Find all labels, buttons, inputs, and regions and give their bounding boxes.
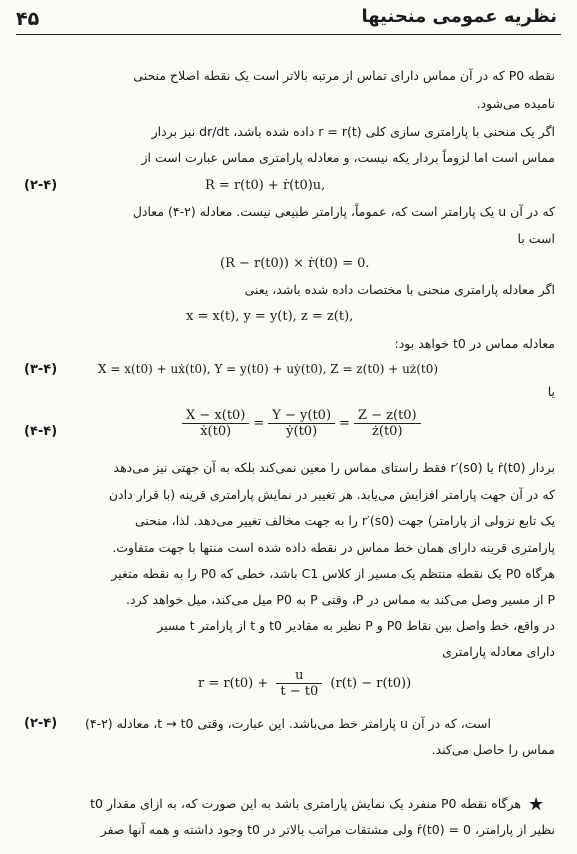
text-line: پارامتری قرینه دارای همان خط مماس در نقطه داده شده است منتها با جهت متفاوت.	[112, 540, 555, 555]
text-line: که در آن u یک پارامتر است که، عموماً، پارامتر طبیعی نیست. معادله (۲-۴) معادل	[132, 204, 555, 219]
text-line: مماس را حاصل می‌کند.	[431, 742, 555, 757]
header-rule	[16, 34, 561, 35]
fraction: $\frac{u}{t - t0}$	[276, 668, 322, 699]
equation-coordinates: x = x(t), y = y(t), z = z(t),	[186, 309, 354, 324]
equation-number: (۳-۴)	[24, 362, 58, 377]
equation-tangent-components: X = x(t0) + uẋ(t0), Y = y(t0) + uẏ(t0), Z = z(t0) + uż(t0)	[98, 362, 439, 376]
equation-number: (۴-۴)	[24, 424, 58, 439]
running-title: نظریه عمومی منحنیها	[361, 6, 557, 27]
star-icon: ★	[528, 794, 545, 815]
text-line: یا	[547, 384, 555, 399]
fraction: $\frac{Y - y(t0)}{\text{ẏ(t0)}}$	[268, 408, 335, 439]
text-line: بردار ṙ(t0) یا r′(s0) فقط راستای مماس را معین نمی‌کند بلکه به آن جهتی نیز می‌دهد	[113, 460, 555, 475]
text-line: مماس است اما لزوماً بردار یکه نیست، و معادله پارامتری مماس عبارت است از	[141, 150, 555, 165]
equation-secant: r = r(t0) + $\frac{u}{t - t0}$ (r(t) − r(t0))	[198, 668, 412, 699]
fraction: $\frac{Z - z(t0)}{ż(t0)}$	[354, 408, 421, 439]
text-line: اگر یک منحنی با پارامتری سازی کلی r = r(t) داده شده باشد، dr/dt نیز بردار	[151, 124, 555, 139]
fraction: $\frac{X - x(t0)}{\text{ẋ(t0)}}$	[182, 408, 249, 439]
equation-tangent: R = r(t0) + ṙ(t0)u,	[205, 178, 326, 193]
page-number: ۴۵	[16, 8, 40, 30]
text-line: دارای معادله پارامتری	[442, 644, 555, 659]
text-line: نظیر از پارامتر، ṙ(t0) = 0 ولی مشتقات مراتب بالاتر در t0 وجود داشته و همه آنها صفر	[100, 822, 555, 837]
equation-number: (۲-۴)	[24, 716, 58, 731]
text-line: در واقع، خط واصل بین نقاط P0 و P نظیر به مقادیر t0 و t از پارامتر t مسیر	[157, 618, 555, 633]
equation-symmetric: $\frac{X - x(t0)}{\text{ẋ(t0)}}$ = $\frac{Y - y(t0)}{\text{ẏ(t0)}}$ = $\frac{Z - z(t0)}{ż(t0)}$	[178, 408, 425, 439]
text-line: هرگاه P0 یک نقطه منتظم یک مسیر از کلاس C1 باشد، خطی که P0 را به نقطه متغیر	[111, 566, 555, 581]
text-line: معادله مماس در t0 خواهد بود:	[394, 336, 555, 351]
text-line: هرگاه نقطه P0 منفرد یک نمایش پارامتری باشد به این صورت که، به ازای مقدار t0	[90, 796, 521, 811]
text-line: اگر معادله پارامتری منحنی با مختصات داده شده باشد، یعنی	[244, 282, 555, 297]
text-line: که در آن جهت پارامتر افزایش می‌یابد. هر تغییر در نمایش پارامتری قرینه (با قرار دادن	[108, 487, 555, 502]
text-line: است با	[517, 231, 555, 246]
equation-cross: (R − r(t0)) × ṙ(t0) = 0.	[220, 256, 370, 271]
text-line: است، که در آن u پارامتر خط می‌باشد. این عبارت، وقتی t → t0، معادله (۲-۴)	[84, 716, 491, 731]
text-line: یک تابع نزولی از پارامتر) جهت r′(s0) را به جهت مخالف تغییر می‌دهد. لذا، منحنی	[134, 513, 555, 528]
equation-number: (۲-۴)	[24, 178, 58, 193]
text-line: P از مسیر وصل می‌کند به مماس در P، وقتی P به P0 میل می‌کند، میل خواهد کرد.	[126, 592, 555, 607]
text-line: نامیده می‌شود.	[476, 96, 555, 111]
text-line: نقطه P0 که در آن مماس دارای تماس از مرتبه بالاتر است یک نقطه اصلاح منحنی	[133, 68, 555, 83]
